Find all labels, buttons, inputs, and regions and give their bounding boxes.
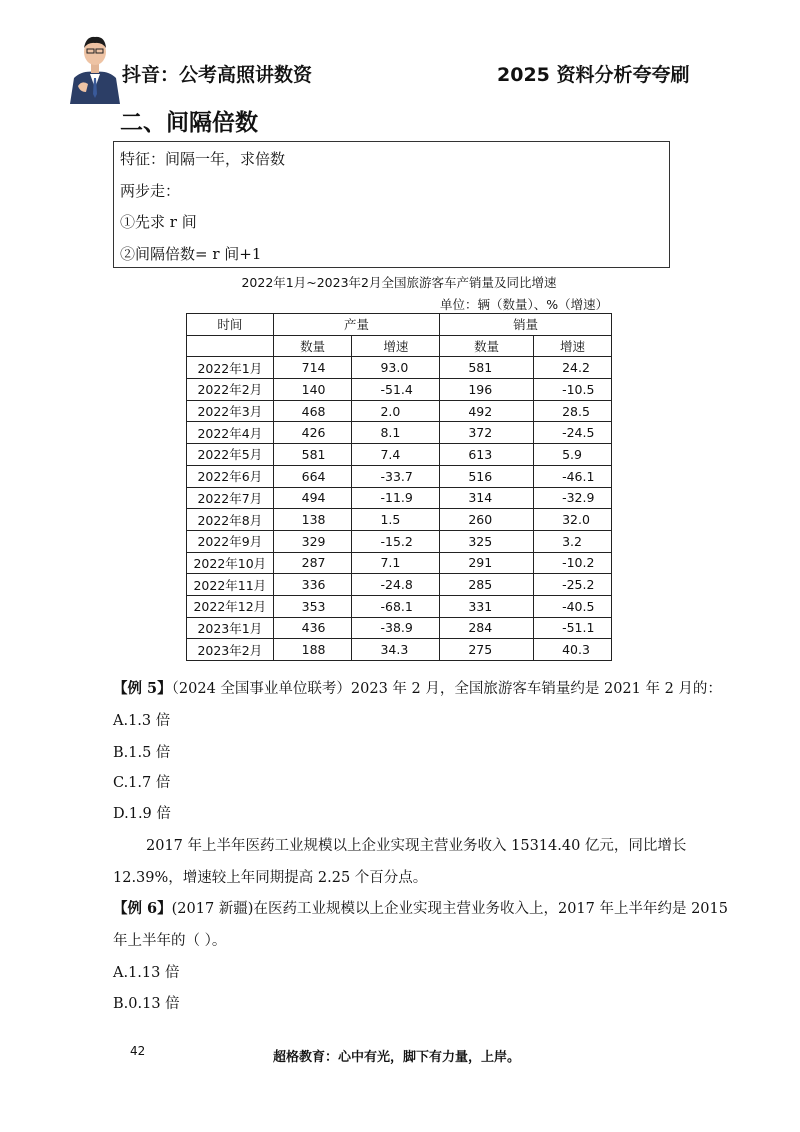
- production-growth-cell: -24.8: [352, 574, 440, 596]
- header-right-title: 2025 资料分析夸夸刷: [497, 64, 690, 86]
- header-time: 时间: [187, 314, 274, 336]
- production-growth-cell: -51.4: [352, 379, 440, 401]
- sales-growth-cell: -24.5: [534, 422, 612, 444]
- header-production: 产量: [273, 314, 440, 336]
- example6-option-b: B.0.13 倍: [113, 996, 180, 1012]
- feature-line: 两步走：: [120, 181, 181, 200]
- example6-text-line-1: (2017 新疆)在医药工业规模以上企业实现主营业务收入上，2017 年上半年约是 2015: [171, 901, 728, 917]
- example6-question-line-2: 年上半年的（ ）。: [113, 933, 227, 949]
- time-cell: 2023年2月: [187, 639, 274, 661]
- sales-qty-cell: 325: [440, 530, 534, 552]
- production-qty-cell: 353: [273, 595, 352, 617]
- example5-option-c: C.1.7 倍: [113, 775, 171, 791]
- page-number: 42: [130, 1044, 146, 1058]
- table-row: [187, 422, 612, 444]
- table-row: [187, 400, 612, 422]
- time-cell: 2022年3月: [187, 400, 274, 422]
- example6-option-a: A.1.13 倍: [113, 965, 180, 981]
- production-growth-cell: 7.1: [352, 552, 440, 574]
- table-body: [187, 357, 612, 661]
- table-row: [187, 574, 612, 596]
- table-row: [187, 379, 612, 401]
- sales-growth-cell: 3.2: [534, 530, 612, 552]
- presenter-avatar: [68, 28, 122, 104]
- time-cell: 2022年8月: [187, 509, 274, 531]
- time-cell: 2022年5月: [187, 444, 274, 466]
- time-cell: 2022年11月: [187, 574, 274, 596]
- time-cell: 2022年10月: [187, 552, 274, 574]
- sales-qty-cell: 492: [440, 400, 534, 422]
- sales-qty-cell: 196: [440, 379, 534, 401]
- table-row: [187, 595, 612, 617]
- production-qty-cell: 664: [273, 465, 352, 487]
- section-title: 二、间隔倍数: [120, 110, 258, 136]
- sales-qty-cell: 275: [440, 639, 534, 661]
- sales-growth-cell: 32.0: [534, 509, 612, 531]
- table-row: [187, 509, 612, 531]
- time-cell: 2022年4月: [187, 422, 274, 444]
- feature-box: [113, 141, 670, 268]
- table-unit: 单位：辆（数量）、%（增速）: [440, 297, 609, 312]
- table-row: [187, 465, 612, 487]
- example6-tag: 【例 6】: [113, 900, 172, 917]
- production-qty-cell: 714: [273, 357, 352, 379]
- sales-growth-cell: 40.3: [534, 639, 612, 661]
- sales-growth-cell: 24.2: [534, 357, 612, 379]
- header-production-qty: 数量: [273, 335, 352, 357]
- time-cell: 2022年7月: [187, 487, 274, 509]
- sales-qty-cell: 613: [440, 444, 534, 466]
- production-growth-cell: 1.5: [352, 509, 440, 531]
- table-row: [187, 530, 612, 552]
- production-growth-cell: -33.7: [352, 465, 440, 487]
- table-row: [187, 357, 612, 379]
- production-qty-cell: 336: [273, 574, 352, 596]
- production-qty-cell: 581: [273, 444, 352, 466]
- table-row: [187, 617, 612, 639]
- production-growth-cell: 34.3: [352, 639, 440, 661]
- example6-question-line-1: [113, 897, 728, 918]
- feature-line: 特征：间隔一年，求倍数: [120, 150, 286, 168]
- time-cell: 2023年1月: [187, 617, 274, 639]
- header-left-title: 抖音：公考高照讲数资: [122, 64, 313, 86]
- production-growth-cell: -68.1: [352, 595, 440, 617]
- production-qty-cell: 138: [273, 509, 352, 531]
- paragraph-line-1: 2017 年上半年医药工业规模以上企业实现主营业务收入 15314.40 亿元，同比增长: [146, 838, 687, 854]
- production-growth-cell: 7.4: [352, 444, 440, 466]
- production-qty-cell: 468: [273, 400, 352, 422]
- production-qty-cell: 426: [273, 422, 352, 444]
- sales-qty-cell: 260: [440, 509, 534, 531]
- sales-growth-cell: -25.2: [534, 574, 612, 596]
- example5-option-d: D.1.9 倍: [113, 806, 171, 822]
- example5-option-a: A.1.3 倍: [113, 713, 171, 729]
- production-growth-cell: -11.9: [352, 487, 440, 509]
- header-production-growth: 增速: [352, 335, 440, 357]
- table-row: [187, 444, 612, 466]
- production-qty-cell: 287: [273, 552, 352, 574]
- sales-qty-cell: 372: [440, 422, 534, 444]
- header-sales: 销量: [440, 314, 612, 336]
- sales-growth-cell: -32.9: [534, 487, 612, 509]
- header-empty-cell: [187, 335, 274, 357]
- sales-qty-cell: 581: [440, 357, 534, 379]
- example5-text: （2024 全国事业单位联考）2023 年 2 月，全国旅游客车销量约是 2021 年 2 月的：: [171, 681, 722, 697]
- sales-qty-cell: 314: [440, 487, 534, 509]
- sales-growth-cell: -10.2: [534, 552, 612, 574]
- sales-qty-cell: 291: [440, 552, 534, 574]
- sales-qty-cell: 284: [440, 617, 534, 639]
- table-row: [187, 487, 612, 509]
- feature-line: ①先求 r 间: [120, 213, 197, 231]
- header-sales-qty: 数量: [440, 335, 534, 357]
- header-sales-growth: 增速: [534, 335, 612, 357]
- example5-option-b: B.1.5 倍: [113, 745, 171, 761]
- time-cell: 2022年12月: [187, 595, 274, 617]
- production-qty-cell: 494: [273, 487, 352, 509]
- production-qty-cell: 188: [273, 639, 352, 661]
- production-growth-cell: 8.1: [352, 422, 440, 444]
- sales-qty-cell: 285: [440, 574, 534, 596]
- production-growth-cell: -38.9: [352, 617, 440, 639]
- table-title: 2022年1月~2023年2月全国旅游客车产销量及同比增速: [241, 275, 557, 290]
- sales-growth-cell: 28.5: [534, 400, 612, 422]
- feature-line: ②间隔倍数= r 间+1: [120, 244, 262, 263]
- sales-growth-cell: -51.1: [534, 617, 612, 639]
- data-table: [186, 313, 612, 661]
- example5-tag: 【例 5】: [113, 680, 172, 697]
- production-growth-cell: 2.0: [352, 400, 440, 422]
- sales-growth-cell: 5.9: [534, 444, 612, 466]
- production-qty-cell: 329: [273, 530, 352, 552]
- footer-slogan: 超格教育：心中有光，脚下有力量，上岸。: [273, 1050, 521, 1065]
- sales-growth-cell: -10.5: [534, 379, 612, 401]
- sales-qty-cell: 516: [440, 465, 534, 487]
- sales-qty-cell: 331: [440, 595, 534, 617]
- table-row: [187, 552, 612, 574]
- production-qty-cell: 140: [273, 379, 352, 401]
- time-cell: 2022年1月: [187, 357, 274, 379]
- production-qty-cell: 436: [273, 617, 352, 639]
- sales-growth-cell: -40.5: [534, 595, 612, 617]
- sales-growth-cell: -46.1: [534, 465, 612, 487]
- example5-question: [113, 677, 722, 698]
- production-growth-cell: 93.0: [352, 357, 440, 379]
- table-row: [187, 639, 612, 661]
- production-growth-cell: -15.2: [352, 530, 440, 552]
- paragraph-line-2: 12.39%，增速较上年同期提高 2.25 个百分点。: [113, 870, 428, 886]
- time-cell: 2022年6月: [187, 465, 274, 487]
- table-subheader-row: [187, 335, 612, 357]
- time-cell: 2022年9月: [187, 530, 274, 552]
- table-header-row: [187, 314, 612, 336]
- time-cell: 2022年2月: [187, 379, 274, 401]
